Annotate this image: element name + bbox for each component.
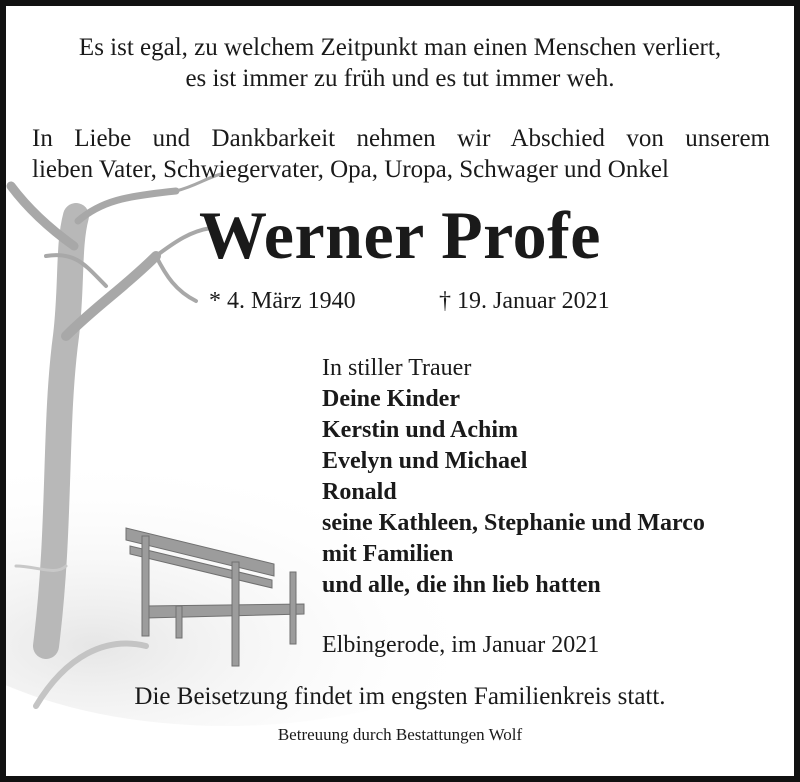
deceased-name: Werner Profe (199, 197, 601, 273)
place-date: Elbingerode, im Januar 2021 (322, 632, 600, 658)
mourner-line: Kerstin und Achim (322, 417, 519, 443)
mourner-line: mit Familien (322, 541, 454, 567)
verse-line: es ist immer zu früh und es tut immer weh. (185, 65, 615, 92)
mourners-block (322, 353, 705, 601)
mourner-line: Evelyn und Michael (322, 448, 528, 474)
mourner-line: Ronald (322, 479, 397, 505)
mourner-line: Deine Kinder (322, 386, 460, 412)
verse (6, 32, 794, 94)
mourning-intro: In stiller Trauer (322, 355, 472, 381)
death-date: † 19. Januar 2021 (439, 288, 610, 314)
farewell-intro (32, 123, 770, 185)
undertaker-note: Betreuung durch Bestattungen Wolf (277, 725, 523, 744)
mourner-line: seine Kathleen, Stephanie und Marco (322, 510, 705, 536)
mourner-line: und alle, die ihn lieb hatten (322, 572, 601, 598)
birth-date: * 4. März 1940 (209, 288, 356, 314)
verse-line: Es ist egal, zu welchem Zeitpunkt man einen Menschen verliert, (78, 34, 722, 61)
burial-note: Die Beisetzung findet im engsten Familienkreis statt. (134, 683, 666, 710)
intro-line: lieben Vater, Schwiegervater, Opa, Uropa, Schwager und Onkel (32, 156, 669, 183)
intro-line: In Liebe und Dankbarkeit nehmen wir Abschied von unserem (32, 125, 770, 152)
